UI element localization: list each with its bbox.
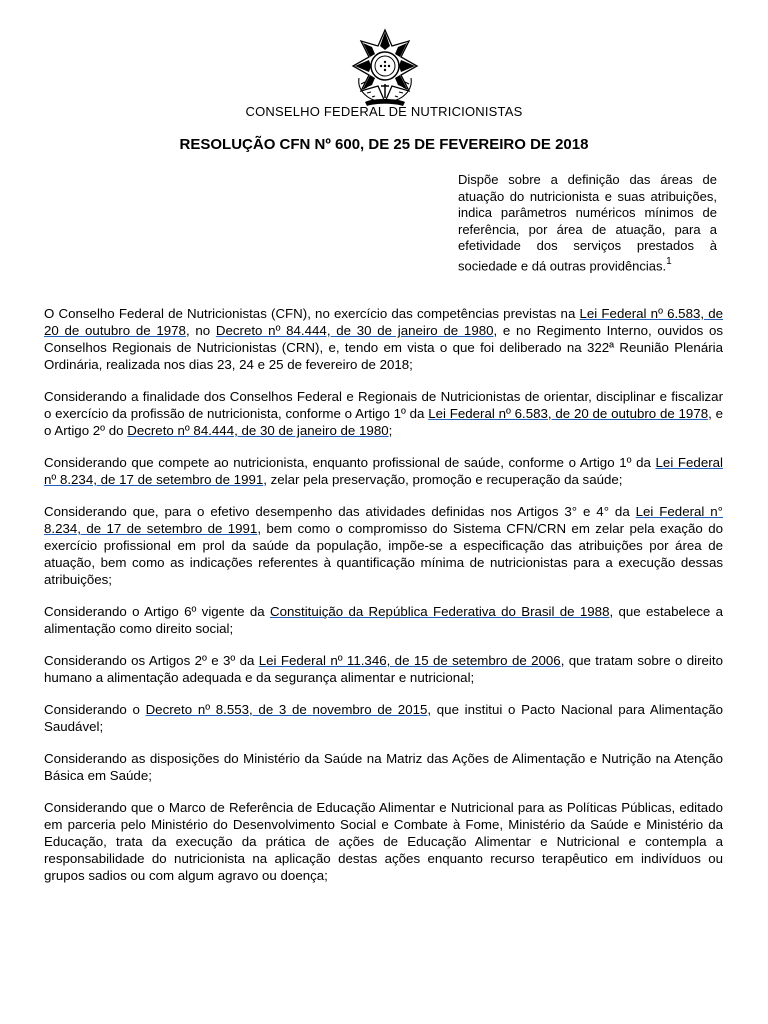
text-segment: , que tratam sobre o direito humano a alimentação adequada e da segurança alimentar e nutricional; (44, 653, 723, 685)
link-constituicao-1988[interactable]: Constituição da República Federativa do Brasil de 1988 (269, 604, 610, 619)
paragraph-considerando-8 (44, 799, 723, 884)
text-segment: Considerando que compete ao nutricionista, enquanto profissional de saúde, conforme o Artigo 1º da (44, 455, 656, 470)
link-decreto-84444[interactable]: Decreto nº 84.444, de 30 de janeiro de 1980 (127, 423, 389, 438)
link-decreto-8553[interactable]: Decreto nº 8.553, de 3 de novembro de 2015 (145, 702, 428, 717)
paragraph-considerando-1 (44, 388, 723, 439)
page-title: RESOLUÇÃO CFN Nº 600, DE 25 DE FEVEREIRO DE 2018 (179, 136, 589, 153)
text-segment: , zelar pela preservação, promoção e recuperação da saúde; (263, 472, 623, 487)
paragraph-considerando-3 (44, 503, 723, 588)
text-segment: , e o Artigo 2º do (44, 406, 723, 438)
paragraph-considerando-4 (44, 603, 723, 637)
link-lei-8234[interactable]: Lei Federal n° 8.234, de 17 de setembro de 1991 (44, 504, 723, 536)
link-lei-8234[interactable]: Lei Federal nº 8.234, de 17 de setembro de 1991 (44, 455, 723, 487)
paragraph-considerando-2 (44, 454, 723, 488)
link-decreto-84444[interactable]: Decreto nº 84.444, de 30 de janeiro de 1980 (215, 323, 494, 338)
link-lei-6583[interactable]: Lei Federal nº 6.583, de 20 de outubro de 1978 (44, 306, 724, 338)
text-segment: Considerando a finalidade dos Conselhos Federal e Regionais de Nutricionistas de orientar, disciplinar e fiscalizar o exercício da profissão de nutricionista, conforme o Artigo 1º da (44, 389, 723, 421)
text-segment: , que estabelece a alimentação como direito social; (44, 604, 723, 636)
ementa-summary (458, 172, 717, 274)
paragraph-preamble (44, 305, 723, 373)
text-segment: O Conselho Federal de Nutricionistas (CFN), no exercício das competências previstas na (44, 306, 580, 321)
text-segment: Considerando que o Marco de Referência de Educação Alimentar e Nutricional para as Políticas Públicas, editado em parceria pelo Ministério do Desenvolvimento Social e Combate à Fome, Ministério da Saúde e Ministério da Educação, trata da execução da prática de ações de Educação Alimentar e Nutricional e contempla a responsabilidade do nutricionista na aplicação destas ações enquanto recurso terapêutico em indivíduos ou grupos sadios ou com algum agravo ou doença; (44, 800, 723, 883)
text-segment: Considerando o Artigo 6º vigente da (44, 604, 270, 619)
text-segment: , bem como o compromisso do Sistema CFN/CRN em zelar pela exação do exercício profissional em prol da saúde da população, impõe-se a especificação das atribuições por área de atuação, bem como as indicações referentes à quantificação mínima de nutricionistas para a execução dessas atribuições; (44, 521, 723, 587)
text-segment: Considerando as disposições do Ministério da Saúde na Matriz das Ações de Alimentação e Nutrição na Atenção Básica em Saúde; (44, 751, 723, 783)
text-segment: ; (388, 423, 393, 438)
text-segment: , no (185, 323, 216, 338)
organization-name: CONSELHO FEDERAL DE NUTRICIONISTAS (245, 104, 523, 119)
link-lei-6583[interactable]: Lei Federal nº 6.583, de 20 de outubro de 1978 (428, 406, 709, 421)
footnote-marker[interactable]: 1 (666, 255, 672, 267)
text-segment: , e no Regimento Interno, ouvidos os Conselhos Regionais de Nutricionistas (CRN), e, tendo em vista o que foi deliberado na 322ª Reunião Plenária Ordinária, realizada nos dias 23, 24 e 25 de fevereiro de 2018; (44, 323, 724, 372)
ementa-text: Dispõe sobre a definição das áreas de atuação do nutricionista e suas atribuições, indica parâmetros numéricos mínimos de referência, por área de atuação, para a efetividade dos serviços prestados à sociedade e dá outras providências. (458, 172, 717, 273)
text-segment: , que institui o Pacto Nacional para Alimentação Saudável; (44, 702, 724, 734)
text-segment: Considerando os Artigos 2º e 3º da (44, 653, 259, 668)
paragraph-considerando-6 (44, 701, 723, 735)
paragraph-considerando-5 (44, 652, 723, 686)
resolution-body (44, 305, 723, 899)
paragraph-considerando-7 (44, 750, 723, 784)
text-segment: Considerando o (44, 702, 146, 717)
text-segment: Considerando que, para o efetivo desempenho das atividades definidas nos Artigos 3° e 4° da (44, 504, 636, 519)
brazil-coat-of-arms-icon (343, 26, 427, 108)
link-lei-11346[interactable]: Lei Federal nº 11.346, de 15 de setembro de 2006 (258, 653, 561, 668)
